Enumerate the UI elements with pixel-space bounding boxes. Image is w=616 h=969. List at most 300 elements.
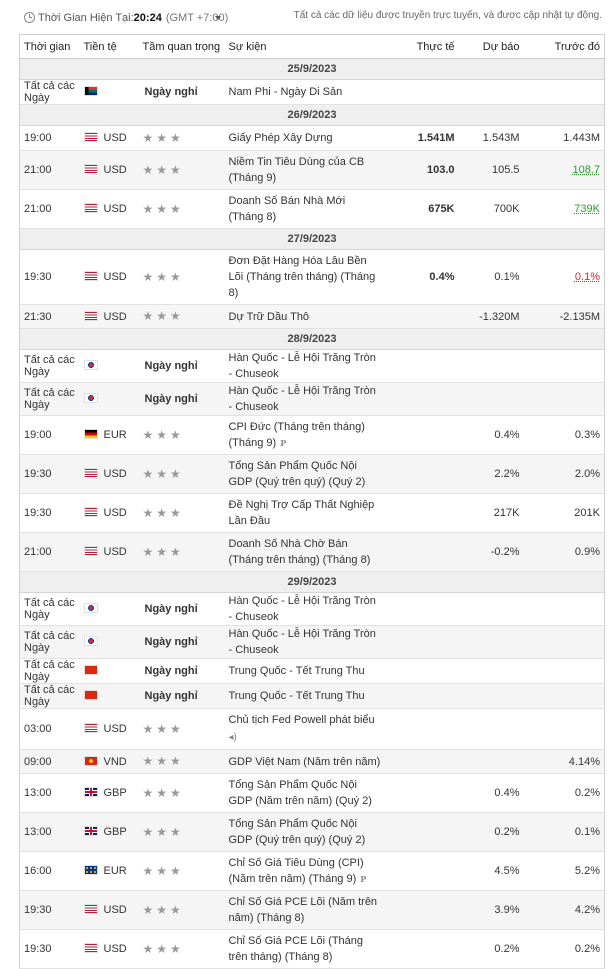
event-currency [80, 930, 139, 969]
col-actual: Thực tế [387, 35, 459, 59]
importance-stars-icon: ★★★ [142, 505, 184, 520]
event-row[interactable] [20, 305, 605, 329]
flag-us-icon [84, 507, 98, 517]
event-time: 16:00 [20, 852, 80, 891]
flag-us-icon [84, 271, 98, 281]
event-name-cell[interactable] [225, 80, 387, 105]
event-actual [387, 930, 459, 969]
event-name[interactable]: Hàn Quốc - Lễ Hội Trăng Tròn - Chuseok [228, 595, 376, 623]
event-time: 19:30 [20, 930, 80, 969]
event-actual: 103.0 [387, 151, 459, 190]
flag-us-icon [84, 546, 98, 556]
event-actual [387, 593, 459, 626]
holiday-label: Ngày nghỉ [144, 393, 198, 405]
event-actual [387, 750, 459, 774]
date-separator-row [20, 59, 605, 80]
preliminary-icon: P [360, 874, 367, 884]
currency-code: USD [103, 723, 127, 735]
previous-value: 0.2% [574, 787, 600, 799]
event-actual [387, 852, 459, 891]
event-name[interactable]: Trung Quốc - Tết Trung Thu [228, 665, 365, 677]
currency-code: USD [103, 943, 127, 955]
event-time: 19:30 [20, 455, 80, 494]
event-actual [387, 533, 459, 572]
flag-cn-icon [84, 690, 98, 700]
previous-value: 2.0% [574, 468, 600, 480]
event-currency [80, 533, 139, 572]
flag-kr-icon [84, 360, 98, 370]
event-name-cell[interactable] [225, 813, 387, 852]
event-actual: 1.541M [387, 126, 459, 151]
speaker-icon: ◂) [228, 732, 237, 743]
importance-stars-icon: ★★★ [142, 941, 184, 956]
event-name-cell[interactable] [225, 383, 387, 416]
event-time: Tất cả các Ngày [20, 383, 80, 416]
event-time: 21:00 [20, 151, 80, 190]
event-name-cell[interactable] [225, 455, 387, 494]
event-row[interactable] [20, 250, 605, 305]
date-separator-row [20, 229, 605, 250]
event-previous [524, 852, 605, 891]
currency-code: USD [103, 203, 127, 215]
previous-value: 0.1% [574, 826, 600, 838]
event-actual [387, 494, 459, 533]
col-event: Sự kiện [225, 35, 387, 59]
event-forecast: 105.5 [459, 151, 524, 190]
chevron-down-icon[interactable] [215, 16, 221, 20]
currency-code: USD [103, 132, 127, 144]
event-forecast: 0.2% [459, 930, 524, 969]
event-forecast [459, 709, 524, 750]
event-row[interactable] [20, 494, 605, 533]
event-time: 19:30 [20, 494, 80, 533]
event-currency [80, 190, 139, 229]
event-row[interactable] [20, 593, 605, 626]
event-actual [387, 891, 459, 930]
event-name[interactable]: Hàn Quốc - Lễ Hội Trăng Tròn - Chuseok [228, 628, 376, 656]
currency-code: GBP [103, 826, 127, 838]
event-name[interactable]: Đơn Đặt Hàng Hóa Lâu Bền Lõi (Tháng trên tháng) (Tháng 8) [228, 255, 376, 299]
event-name-cell[interactable] [225, 593, 387, 626]
flag-us-icon [84, 723, 98, 733]
event-name[interactable]: CPI Đức (Tháng trên tháng) (Tháng 9) [228, 421, 365, 449]
date-label: 28/9/2023 [20, 329, 605, 350]
flag-us-icon [84, 203, 98, 213]
event-row[interactable] [20, 126, 605, 151]
holiday-label: Ngày nghỉ [144, 636, 198, 648]
event-currency [80, 455, 139, 494]
event-forecast: 3.9% [459, 891, 524, 930]
event-time: Tất cả các Ngày [20, 684, 80, 709]
event-importance [139, 774, 225, 813]
event-currency [80, 626, 139, 659]
previous-value: 5.2% [574, 865, 600, 877]
event-actual [387, 684, 459, 709]
importance-stars-icon: ★★★ [142, 162, 184, 177]
event-previous [524, 350, 605, 383]
event-name-cell[interactable] [225, 494, 387, 533]
event-currency [80, 659, 139, 684]
event-previous [524, 813, 605, 852]
importance-stars-icon: ★★★ [142, 721, 184, 736]
event-forecast: 0.4% [459, 416, 524, 455]
event-actual [387, 774, 459, 813]
col-importance: Tầm quan trọng [139, 35, 225, 59]
col-previous: Trước đó [524, 35, 605, 59]
event-row[interactable] [20, 190, 605, 229]
event-currency [80, 126, 139, 151]
event-forecast: 0.4% [459, 774, 524, 813]
event-previous [524, 659, 605, 684]
event-forecast [459, 593, 524, 626]
flag-de-icon [84, 429, 98, 439]
event-name[interactable]: Trung Quốc - Tết Trung Thu [228, 690, 365, 702]
event-time: 19:00 [20, 126, 80, 151]
event-currency [80, 416, 139, 455]
event-name-cell[interactable] [225, 684, 387, 709]
event-importance [139, 930, 225, 969]
event-importance [139, 455, 225, 494]
event-name-cell[interactable] [225, 533, 387, 572]
event-previous [524, 709, 605, 750]
event-name[interactable]: Tổng Sản Phẩm Quốc Nội GDP (Quý trên quý) (Quý 2) [228, 460, 366, 488]
event-forecast [459, 659, 524, 684]
event-name-cell[interactable] [225, 126, 387, 151]
previous-value: 1.443M [563, 132, 600, 144]
event-currency [80, 774, 139, 813]
event-forecast: 217K [459, 494, 524, 533]
flag-us-icon [84, 943, 98, 953]
event-name-cell[interactable] [225, 416, 387, 455]
event-row[interactable] [20, 852, 605, 891]
event-name[interactable]: Chỉ Số Giá PCE Lõi (Năm trên năm) (Tháng 8) [228, 896, 378, 924]
event-name[interactable]: Hàn Quốc - Lễ Hội Trăng Tròn - Chuseok [228, 352, 376, 380]
event-name[interactable]: Doanh Số Bán Nhà Mới (Tháng 8) [228, 195, 346, 223]
event-importance [139, 494, 225, 533]
event-actual: 0.4% [387, 250, 459, 305]
event-name[interactable]: Đề Nghị Trợ Cấp Thất Nghiệp Lần Đầu [228, 499, 375, 527]
event-name[interactable]: Doanh Số Nhà Chờ Bán (Tháng trên tháng) (Tháng 8) [228, 538, 371, 566]
event-importance [139, 684, 225, 709]
date-label: 29/9/2023 [20, 572, 605, 593]
event-time: Tất cả các Ngày [20, 626, 80, 659]
event-previous [524, 626, 605, 659]
event-currency [80, 305, 139, 329]
event-forecast: 0.1% [459, 250, 524, 305]
event-name[interactable]: Niềm Tin Tiêu Dùng của CB (Tháng 9) [228, 156, 365, 184]
event-name-cell[interactable] [225, 350, 387, 383]
event-time: Tất cả các Ngày [20, 80, 80, 105]
event-name-cell[interactable] [225, 774, 387, 813]
event-time: 19:30 [20, 250, 80, 305]
event-forecast: 700K [459, 190, 524, 229]
event-previous [524, 930, 605, 969]
event-name-cell[interactable] [225, 891, 387, 930]
event-importance [139, 383, 225, 416]
event-row[interactable] [20, 659, 605, 684]
event-row[interactable] [20, 774, 605, 813]
flag-cn-icon [84, 665, 98, 675]
event-previous [524, 593, 605, 626]
event-name-cell[interactable] [225, 709, 387, 750]
currency-code: USD [103, 904, 127, 916]
event-row[interactable] [20, 80, 605, 105]
date-label: 27/9/2023 [20, 229, 605, 250]
currency-code: USD [103, 507, 127, 519]
previous-value: 0.2% [574, 943, 600, 955]
event-actual [387, 305, 459, 329]
event-forecast: 4.5% [459, 852, 524, 891]
importance-stars-icon: ★★★ [142, 309, 184, 323]
flag-us-icon [84, 904, 98, 914]
currency-code: EUR [103, 865, 127, 877]
event-row[interactable] [20, 151, 605, 190]
event-actual [387, 709, 459, 750]
flag-eu-icon [84, 865, 98, 875]
event-name-cell[interactable] [225, 750, 387, 774]
importance-stars-icon: ★★★ [142, 785, 184, 800]
previous-value: -2.135M [559, 310, 600, 323]
event-previous [524, 494, 605, 533]
holiday-label: Ngày nghỉ [144, 665, 198, 677]
event-row[interactable] [20, 684, 605, 709]
currency-code: USD [103, 164, 127, 176]
date-label: 25/9/2023 [20, 59, 605, 80]
importance-stars-icon: ★★★ [142, 466, 184, 481]
event-forecast [459, 750, 524, 774]
event-previous [524, 750, 605, 774]
importance-stars-icon: ★★★ [142, 902, 184, 917]
event-name[interactable]: Dự Trữ Dầu Thô [228, 310, 310, 323]
event-currency [80, 891, 139, 930]
event-importance [139, 659, 225, 684]
event-importance [139, 626, 225, 659]
event-row[interactable] [20, 891, 605, 930]
event-previous [524, 455, 605, 494]
event-name[interactable]: Tổng Sản Phẩm Quốc Nội GDP (Năm trên năm) (Quý 2) [228, 779, 372, 807]
flag-kr-icon [84, 603, 98, 613]
holiday-label: Ngày nghỉ [144, 86, 198, 98]
event-previous [524, 151, 605, 190]
event-name[interactable]: GDP Việt Nam (Năm trên năm) [228, 755, 381, 768]
event-time: Tất cả các Ngày [20, 659, 80, 684]
holiday-label: Ngày nghỉ [144, 690, 198, 702]
event-forecast [459, 350, 524, 383]
flag-vn-icon [84, 756, 98, 766]
currency-code: USD [103, 310, 127, 323]
event-row[interactable] [20, 626, 605, 659]
event-row[interactable] [20, 416, 605, 455]
event-currency [80, 684, 139, 709]
event-row[interactable] [20, 750, 605, 774]
event-time: 09:00 [20, 750, 80, 774]
event-actual [387, 80, 459, 105]
event-actual [387, 659, 459, 684]
event-row[interactable] [20, 533, 605, 572]
event-row[interactable] [20, 455, 605, 494]
event-time: 13:00 [20, 774, 80, 813]
event-time: 19:30 [20, 891, 80, 930]
event-currency [80, 383, 139, 416]
event-actual [387, 416, 459, 455]
event-currency [80, 852, 139, 891]
event-row[interactable] [20, 930, 605, 969]
event-importance [139, 250, 225, 305]
previous-value: 4.2% [574, 904, 600, 916]
date-label: 26/9/2023 [20, 105, 605, 126]
event-forecast: -1.320M [459, 305, 524, 329]
event-row[interactable] [20, 709, 605, 750]
event-actual [387, 626, 459, 659]
event-name-cell[interactable] [225, 190, 387, 229]
flag-us-icon [84, 132, 98, 142]
currency-code: USD [103, 468, 127, 480]
importance-stars-icon: ★★★ [142, 863, 184, 878]
event-time: 21:30 [20, 305, 80, 329]
flag-gb-icon [84, 787, 98, 797]
event-name-cell[interactable] [225, 151, 387, 190]
previous-value: 0.9% [574, 546, 600, 558]
event-importance [139, 709, 225, 750]
event-name[interactable]: Chỉ Số Giá PCE Lõi (Tháng trên tháng) (Tháng 8) [228, 935, 364, 963]
importance-stars-icon: ★★★ [142, 269, 184, 284]
event-importance [139, 813, 225, 852]
event-name[interactable]: Nam Phi - Ngày Di Sản [228, 86, 343, 98]
previous-value: 4.14% [568, 755, 600, 768]
event-name[interactable]: Chỉ Số Giá Tiêu Dùng (CPI) (Năm trên năm) (Tháng 9) [228, 857, 364, 885]
event-row[interactable] [20, 813, 605, 852]
event-previous [524, 126, 605, 151]
event-currency [80, 350, 139, 383]
current-time: 20:24 [133, 12, 162, 24]
event-importance [139, 190, 225, 229]
event-time: 21:00 [20, 533, 80, 572]
event-previous [524, 305, 605, 329]
event-importance [139, 151, 225, 190]
event-previous [524, 533, 605, 572]
event-forecast [459, 383, 524, 416]
event-name[interactable]: Giấy Phép Xây Dựng [228, 132, 333, 144]
flag-us-icon [84, 468, 98, 478]
event-forecast: -0.2% [459, 533, 524, 572]
event-actual: 675K [387, 190, 459, 229]
event-previous [524, 891, 605, 930]
event-actual [387, 350, 459, 383]
clock-icon [24, 12, 35, 23]
previous-value: 201K [574, 507, 600, 519]
event-name-cell[interactable] [225, 305, 387, 329]
event-previous [524, 416, 605, 455]
event-forecast [459, 80, 524, 105]
date-separator-row [20, 572, 605, 593]
event-importance [139, 533, 225, 572]
event-importance [139, 750, 225, 774]
col-forecast: Dự báo [459, 35, 524, 59]
currency-code: USD [103, 271, 127, 283]
economic-calendar-table [19, 34, 605, 969]
event-importance [139, 350, 225, 383]
event-currency [80, 250, 139, 305]
event-currency [80, 494, 139, 533]
event-forecast: 2.2% [459, 455, 524, 494]
currency-code: USD [103, 546, 127, 558]
event-time: Tất cả các Ngày [20, 350, 80, 383]
event-forecast: 0.2% [459, 813, 524, 852]
flag-kr-icon [84, 636, 98, 646]
timezone-selector[interactable]: Thời Gian Hiện Tại:20:24 (GMT +7:00) [38, 12, 229, 24]
event-previous [524, 684, 605, 709]
event-time: 19:00 [20, 416, 80, 455]
event-importance [139, 416, 225, 455]
event-previous [524, 774, 605, 813]
event-name-cell[interactable] [225, 930, 387, 969]
event-name-cell[interactable] [225, 659, 387, 684]
gmt-offset: (GMT +7:00) [165, 12, 229, 24]
event-previous [524, 80, 605, 105]
event-name-cell[interactable] [225, 250, 387, 305]
table-body [20, 59, 605, 969]
importance-stars-icon: ★★★ [142, 130, 184, 145]
event-name[interactable]: Tổng Sản Phẩm Quốc Nội GDP (Quý trên quý) (Quý 2) [228, 818, 366, 846]
live-data-note: Tất cả các dữ liệu được truyền trực tuyến, và được cập nhật tự động. [293, 10, 602, 21]
event-name[interactable]: Chủ tịch Fed Powell phát biểu [228, 714, 375, 726]
event-importance [139, 305, 225, 329]
event-currency [80, 593, 139, 626]
event-row[interactable] [20, 383, 605, 416]
importance-stars-icon: ★★★ [142, 201, 184, 216]
event-currency [80, 750, 139, 774]
event-name[interactable]: Hàn Quốc - Lễ Hội Trăng Tròn - Chuseok [228, 385, 376, 413]
previous-value: 108.7 [572, 164, 600, 176]
timezone-bar [0, 0, 616, 34]
event-currency [80, 709, 139, 750]
flag-za-icon [84, 86, 98, 96]
holiday-label: Ngày nghỉ [144, 603, 198, 615]
date-separator-row [20, 329, 605, 350]
event-time: 21:00 [20, 190, 80, 229]
event-importance [139, 891, 225, 930]
event-previous [524, 190, 605, 229]
flag-kr-icon [84, 393, 98, 403]
importance-stars-icon: ★★★ [142, 544, 184, 559]
event-forecast [459, 626, 524, 659]
flag-us-icon [84, 164, 98, 174]
previous-value: 739K [574, 203, 600, 215]
flag-gb-icon [84, 826, 98, 836]
event-row[interactable] [20, 350, 605, 383]
table-header [20, 35, 605, 59]
event-importance [139, 126, 225, 151]
holiday-label: Ngày nghỉ [144, 360, 198, 372]
event-actual [387, 383, 459, 416]
event-currency [80, 813, 139, 852]
event-forecast: 1.543M [459, 126, 524, 151]
date-separator-row [20, 105, 605, 126]
flag-us-icon [84, 311, 98, 321]
event-time: 03:00 [20, 709, 80, 750]
event-importance [139, 852, 225, 891]
event-previous [524, 383, 605, 416]
currency-code: EUR [103, 429, 127, 441]
event-previous [524, 250, 605, 305]
previous-value: 0.1% [574, 271, 600, 283]
event-importance [139, 80, 225, 105]
event-currency [80, 80, 139, 105]
event-currency [80, 151, 139, 190]
event-forecast [459, 684, 524, 709]
event-name-cell[interactable] [225, 852, 387, 891]
event-name-cell[interactable] [225, 626, 387, 659]
